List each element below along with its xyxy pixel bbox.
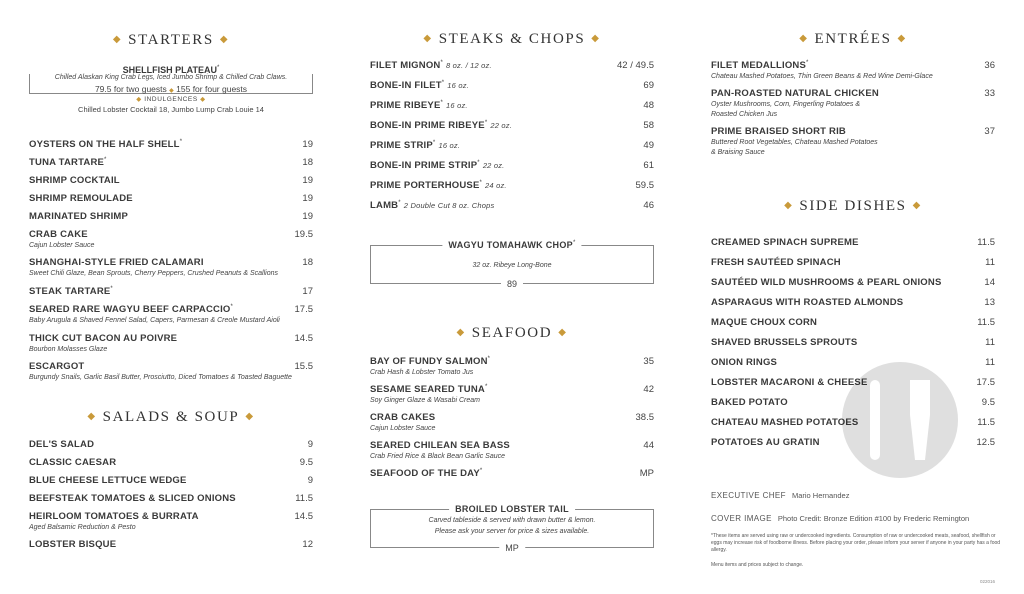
menu-item (29, 475, 313, 486)
item-name: SHRIMP REMOULADE (29, 193, 133, 204)
item-name: TUNA TARTARE* (29, 157, 107, 168)
item-price: 13 (984, 297, 995, 308)
menu-item (29, 539, 313, 550)
item-price: 17.5 (976, 377, 995, 388)
item-name: FILET MEDALLIONS* (711, 60, 809, 71)
item-name: FRESH SAUTÉED SPINACH (711, 257, 841, 268)
shellfish-plateau (29, 65, 313, 120)
menu-item (370, 412, 654, 434)
menu-item (29, 493, 313, 504)
item-description: Cajun Lobster Sauce (370, 425, 436, 432)
menu-item (370, 384, 654, 406)
bullet-icon: ◆ (591, 33, 601, 44)
menu-item (711, 60, 995, 82)
menu-item (29, 361, 313, 383)
lobster-name: BROILED LOBSTER TAIL (449, 504, 575, 514)
starters-heading: ◆ STARTERS ◆ (112, 32, 230, 48)
item-name: CREAMED SPINACH SUPREME (711, 237, 859, 248)
bullet-icon: ◆ (912, 200, 922, 211)
menu-item (29, 175, 313, 186)
item-name: LOBSTER MACARONI & CHEESE (711, 377, 868, 388)
item-description: Oyster Mushrooms, Corn, Fingerling Potatoes & (711, 101, 861, 108)
item-price: 19 (302, 211, 313, 222)
item-price: 19 (302, 139, 313, 150)
item-name: CRAB CAKES (370, 412, 436, 423)
menu-item (29, 511, 313, 533)
item-price: 11.5 (977, 417, 995, 428)
item-price: 11.5 (295, 493, 313, 504)
bullet-icon: ◆ (558, 327, 568, 338)
entrees-heading: ◆ ENTRÉES ◆ (799, 31, 907, 47)
item-price: 18 (302, 157, 313, 168)
wagyu-box (370, 240, 654, 289)
bullet-icon: ◆ (784, 200, 794, 211)
item-price: 11 (985, 257, 995, 268)
wagyu-name: WAGYU TOMAHAWK CHOP* (442, 240, 581, 250)
item-price: 17 (302, 286, 313, 297)
item-price: 42 / 49.5 (617, 60, 654, 71)
menu-item (29, 257, 313, 279)
item-price: 33 (984, 88, 995, 99)
item-description: Buttered Root Vegetables, Chateau Mashed Potatoes (711, 139, 878, 146)
bullet-icon: ◆ (219, 34, 230, 45)
menu-item (29, 229, 313, 251)
item-name: BEEFSTEAK TOMATOES & SLICED ONIONS (29, 493, 236, 504)
item-name: PRIME RIBEYE* 16 oz. (370, 100, 468, 111)
menu-item (29, 457, 313, 468)
item-name: SHRIMP COCKTAIL (29, 175, 120, 186)
menu-item (29, 286, 313, 297)
item-price: 14.5 (294, 511, 313, 522)
steaks-column (370, 0, 654, 594)
item-name: BLUE CHEESE LETTUCE WEDGE (29, 475, 187, 486)
menu-item (29, 439, 313, 450)
item-price: 11.5 (977, 317, 995, 328)
item-name: SEARED RARE WAGYU BEEF CARPACCIO* (29, 304, 234, 315)
item-price: 14.5 (294, 333, 313, 344)
item-description: Burgundy Snails, Garlic Basil Butter, Prosciutto, Diced Tomatoes & Toasted Baguette (29, 374, 292, 381)
menu-item (711, 317, 995, 328)
menu-code: 022016 (979, 579, 995, 584)
menu-item (29, 333, 313, 355)
item-price: 42 (643, 384, 654, 395)
item-price: 12 (302, 539, 313, 550)
bullet-icon: ◆ (897, 33, 907, 44)
item-name: SAUTÉED WILD MUSHROOMS & PEARL ONIONS (711, 277, 942, 288)
item-name: MARINATED SHRIMP (29, 211, 129, 222)
item-price: 49 (643, 140, 654, 151)
menu-item (711, 337, 995, 348)
menu-item (29, 157, 313, 168)
indulgences-items: Chilled Lobster Cocktail 18, Jumbo Lump Crab Louie 14 (78, 105, 264, 114)
item-price: 69 (643, 80, 654, 91)
menu-item (370, 356, 654, 378)
item-price: 19.5 (294, 229, 313, 240)
indulgences-label: ◆ INDULGENCES ◆ (136, 96, 206, 103)
item-price: 15.5 (294, 361, 313, 372)
bullet-icon: ◆ (456, 327, 466, 338)
item-description: Baby Arugula & Shaved Fennel Salad, Capers, Parmesan & Creole Mustard Aioli (29, 317, 280, 324)
item-name: BONE-IN PRIME RIBEYE* 22 oz. (370, 120, 513, 131)
menu-item (29, 139, 313, 150)
item-price: 37 (984, 126, 995, 137)
bullet-icon: ◆ (245, 411, 255, 422)
item-description: Aged Balsamic Reduction & Pesto (29, 524, 136, 531)
entrees-column (711, 0, 1001, 594)
item-name: CLASSIC CAESAR (29, 457, 117, 468)
item-name: SESAME SEARED TUNA* (370, 384, 488, 395)
plateau-desc: Chilled Alaskan King Crab Legs, Iced Jumbo Shrimp & Chilled Crab Claws. (54, 74, 288, 81)
lobster-line2: Please ask your server for price & sizes available. (434, 528, 590, 535)
menu-item (711, 297, 995, 308)
salads-heading: ◆ SALADS & SOUP ◆ (87, 409, 255, 425)
item-name: BONE-IN PRIME STRIP* 22 oz. (370, 160, 505, 171)
lobster-box (370, 504, 654, 553)
menu-item (370, 80, 654, 91)
lobster-price: MP (499, 543, 525, 553)
menu-item (370, 180, 654, 191)
menu-item (370, 440, 654, 462)
item-description: Chateau Mashed Potatoes, Thin Green Beans & Red Wine Demi-Glace (711, 73, 933, 80)
item-name: HEIRLOOM TOMATOES & BURRATA (29, 511, 199, 522)
menu-item (370, 200, 654, 211)
item-price: 19 (302, 175, 313, 186)
item-price: 36 (984, 60, 995, 71)
item-price: 9.5 (981, 397, 995, 408)
menu-item (370, 140, 654, 151)
item-name: CRAB CAKE (29, 229, 88, 240)
item-price: 58 (643, 120, 654, 131)
allergy-disclaimer: *These items are served using raw or undercooked ingredients. Consumption of raw or undercooked meats, seafood, shellfish or eggs may increase risk of foodborne illness. Before placing your order, please inform your server if anyone in your party has a food allergy. (711, 533, 1001, 553)
item-price: 59.5 (635, 180, 654, 191)
starters-column (29, 0, 313, 594)
prices-note: Menu items and prices subject to change. (711, 562, 804, 568)
item-name: SHAVED BRUSSELS SPROUTS (711, 337, 858, 348)
menu-item (711, 237, 995, 248)
item-name: LOBSTER BISQUE (29, 539, 117, 550)
executive-chef: EXECUTIVE CHEF Mario Hernandez (711, 491, 850, 500)
item-price: 19 (302, 193, 313, 204)
menu-item (370, 120, 654, 131)
item-description: Cajun Lobster Sauce (29, 242, 95, 249)
item-description: Soy Ginger Glaze & Wasabi Cream (370, 397, 480, 404)
item-description: Sweet Chili Glaze, Bean Sprouts, Cherry Peppers, Crushed Peanuts & Scallions (29, 270, 279, 277)
item-name: PRIME STRIP* 16 oz. (370, 140, 461, 151)
item-name: POTATOES AU GRATIN (711, 437, 820, 448)
steaks-heading: ◆ STEAKS & CHOPS ◆ (423, 31, 601, 47)
item-price: 12.5 (976, 437, 995, 448)
item-name: BAKED POTATO (711, 397, 788, 408)
menu-item (370, 160, 654, 171)
bullet-icon: ◆ (799, 33, 809, 44)
wagyu-desc: 32 oz. Ribeye Long-Bone (472, 262, 552, 269)
item-name: LAMB* 2 Double Cut 8 oz. Chops (370, 200, 495, 211)
cover-image-credit: COVER IMAGE Photo Credit: Bronze Edition #100 by Frederic Remington (711, 514, 970, 523)
menu-item (370, 468, 654, 479)
item-name: PAN-ROASTED NATURAL CHICKEN (711, 88, 879, 99)
item-price: 14 (984, 277, 995, 288)
item-name: ESCARGOT (29, 361, 85, 372)
item-name: OYSTERS ON THE HALF SHELL* (29, 139, 183, 150)
item-price: 11 (985, 337, 995, 348)
item-name: DEL'S SALAD (29, 439, 95, 450)
plateau-name: SHELLFISH PLATEAU* (122, 65, 220, 75)
item-name: BONE-IN FILET* 16 oz. (370, 80, 469, 91)
fork-knife-watermark-icon (840, 360, 960, 480)
menu-item (370, 60, 654, 71)
item-price: 9 (307, 439, 313, 450)
menu-item (711, 277, 995, 288)
item-name: CHATEAU MASHED POTATOES (711, 417, 859, 428)
menu-item (711, 257, 995, 268)
item-price: 11 (985, 357, 995, 368)
item-price: MP (639, 468, 654, 479)
item-description: & Braising Sauce (711, 148, 765, 156)
item-price: 11.5 (977, 237, 995, 248)
item-price: 9 (307, 475, 313, 486)
item-price: 9.5 (299, 457, 313, 468)
menu-item (711, 126, 995, 157)
menu-item (370, 100, 654, 111)
item-price: 44 (643, 440, 654, 451)
item-name: MAQUE CHOUX CORN (711, 317, 818, 328)
item-name: STEAK TARTARE* (29, 286, 113, 297)
wagyu-price: 89 (501, 279, 523, 289)
item-name: THICK CUT BACON AU POIVRE (29, 333, 178, 344)
item-name: PRIME PORTERHOUSE* 24 oz. (370, 180, 507, 191)
item-description: Bourbon Molasses Glaze (29, 346, 108, 353)
menu-item (711, 88, 995, 119)
bullet-icon: ◆ (112, 34, 123, 45)
item-price: 46 (643, 200, 654, 211)
item-name: ASPARAGUS WITH ROASTED ALMONDS (711, 297, 904, 308)
seafood-heading: ◆ SEAFOOD ◆ (456, 325, 568, 341)
bullet-icon: ◆ (87, 411, 97, 422)
menu-item (29, 304, 313, 326)
menu-item (29, 211, 313, 222)
item-price: 61 (643, 160, 654, 171)
bullet-icon: ◆ (423, 33, 433, 44)
item-name: BAY OF FUNDY SALMON* (370, 356, 491, 367)
item-name: ONION RINGS (711, 357, 778, 368)
item-price: 35 (643, 356, 654, 367)
sides-heading: ◆ SIDE DISHES ◆ (784, 198, 922, 214)
item-name: SEARED CHILEAN SEA BASS (370, 440, 510, 451)
item-name: SHANGHAI-STYLE FRIED CALAMARI (29, 257, 204, 268)
item-description: Crab Hash & Lobster Tomato Jus (370, 369, 474, 376)
item-price: 17.5 (294, 304, 313, 315)
item-price: 18 (302, 257, 313, 268)
item-price: 38.5 (635, 412, 654, 423)
lobster-line1: Carved tableside & served with drawn butter & lemon. (428, 517, 596, 524)
item-name: PRIME BRAISED SHORT RIB (711, 126, 846, 137)
item-description: Roasted Chicken Jus (711, 110, 778, 118)
menu-item (29, 193, 313, 204)
item-price: 48 (643, 100, 654, 111)
item-description: Crab Fried Rice & Black Bean Garlic Sauce (370, 453, 505, 460)
item-name: SEAFOOD OF THE DAY* (370, 468, 483, 479)
item-name: FILET MIGNON* 8 oz. / 12 oz. (370, 60, 492, 71)
plateau-prices: 79.5 for two guests ◆ 155 for four guests (94, 84, 248, 94)
